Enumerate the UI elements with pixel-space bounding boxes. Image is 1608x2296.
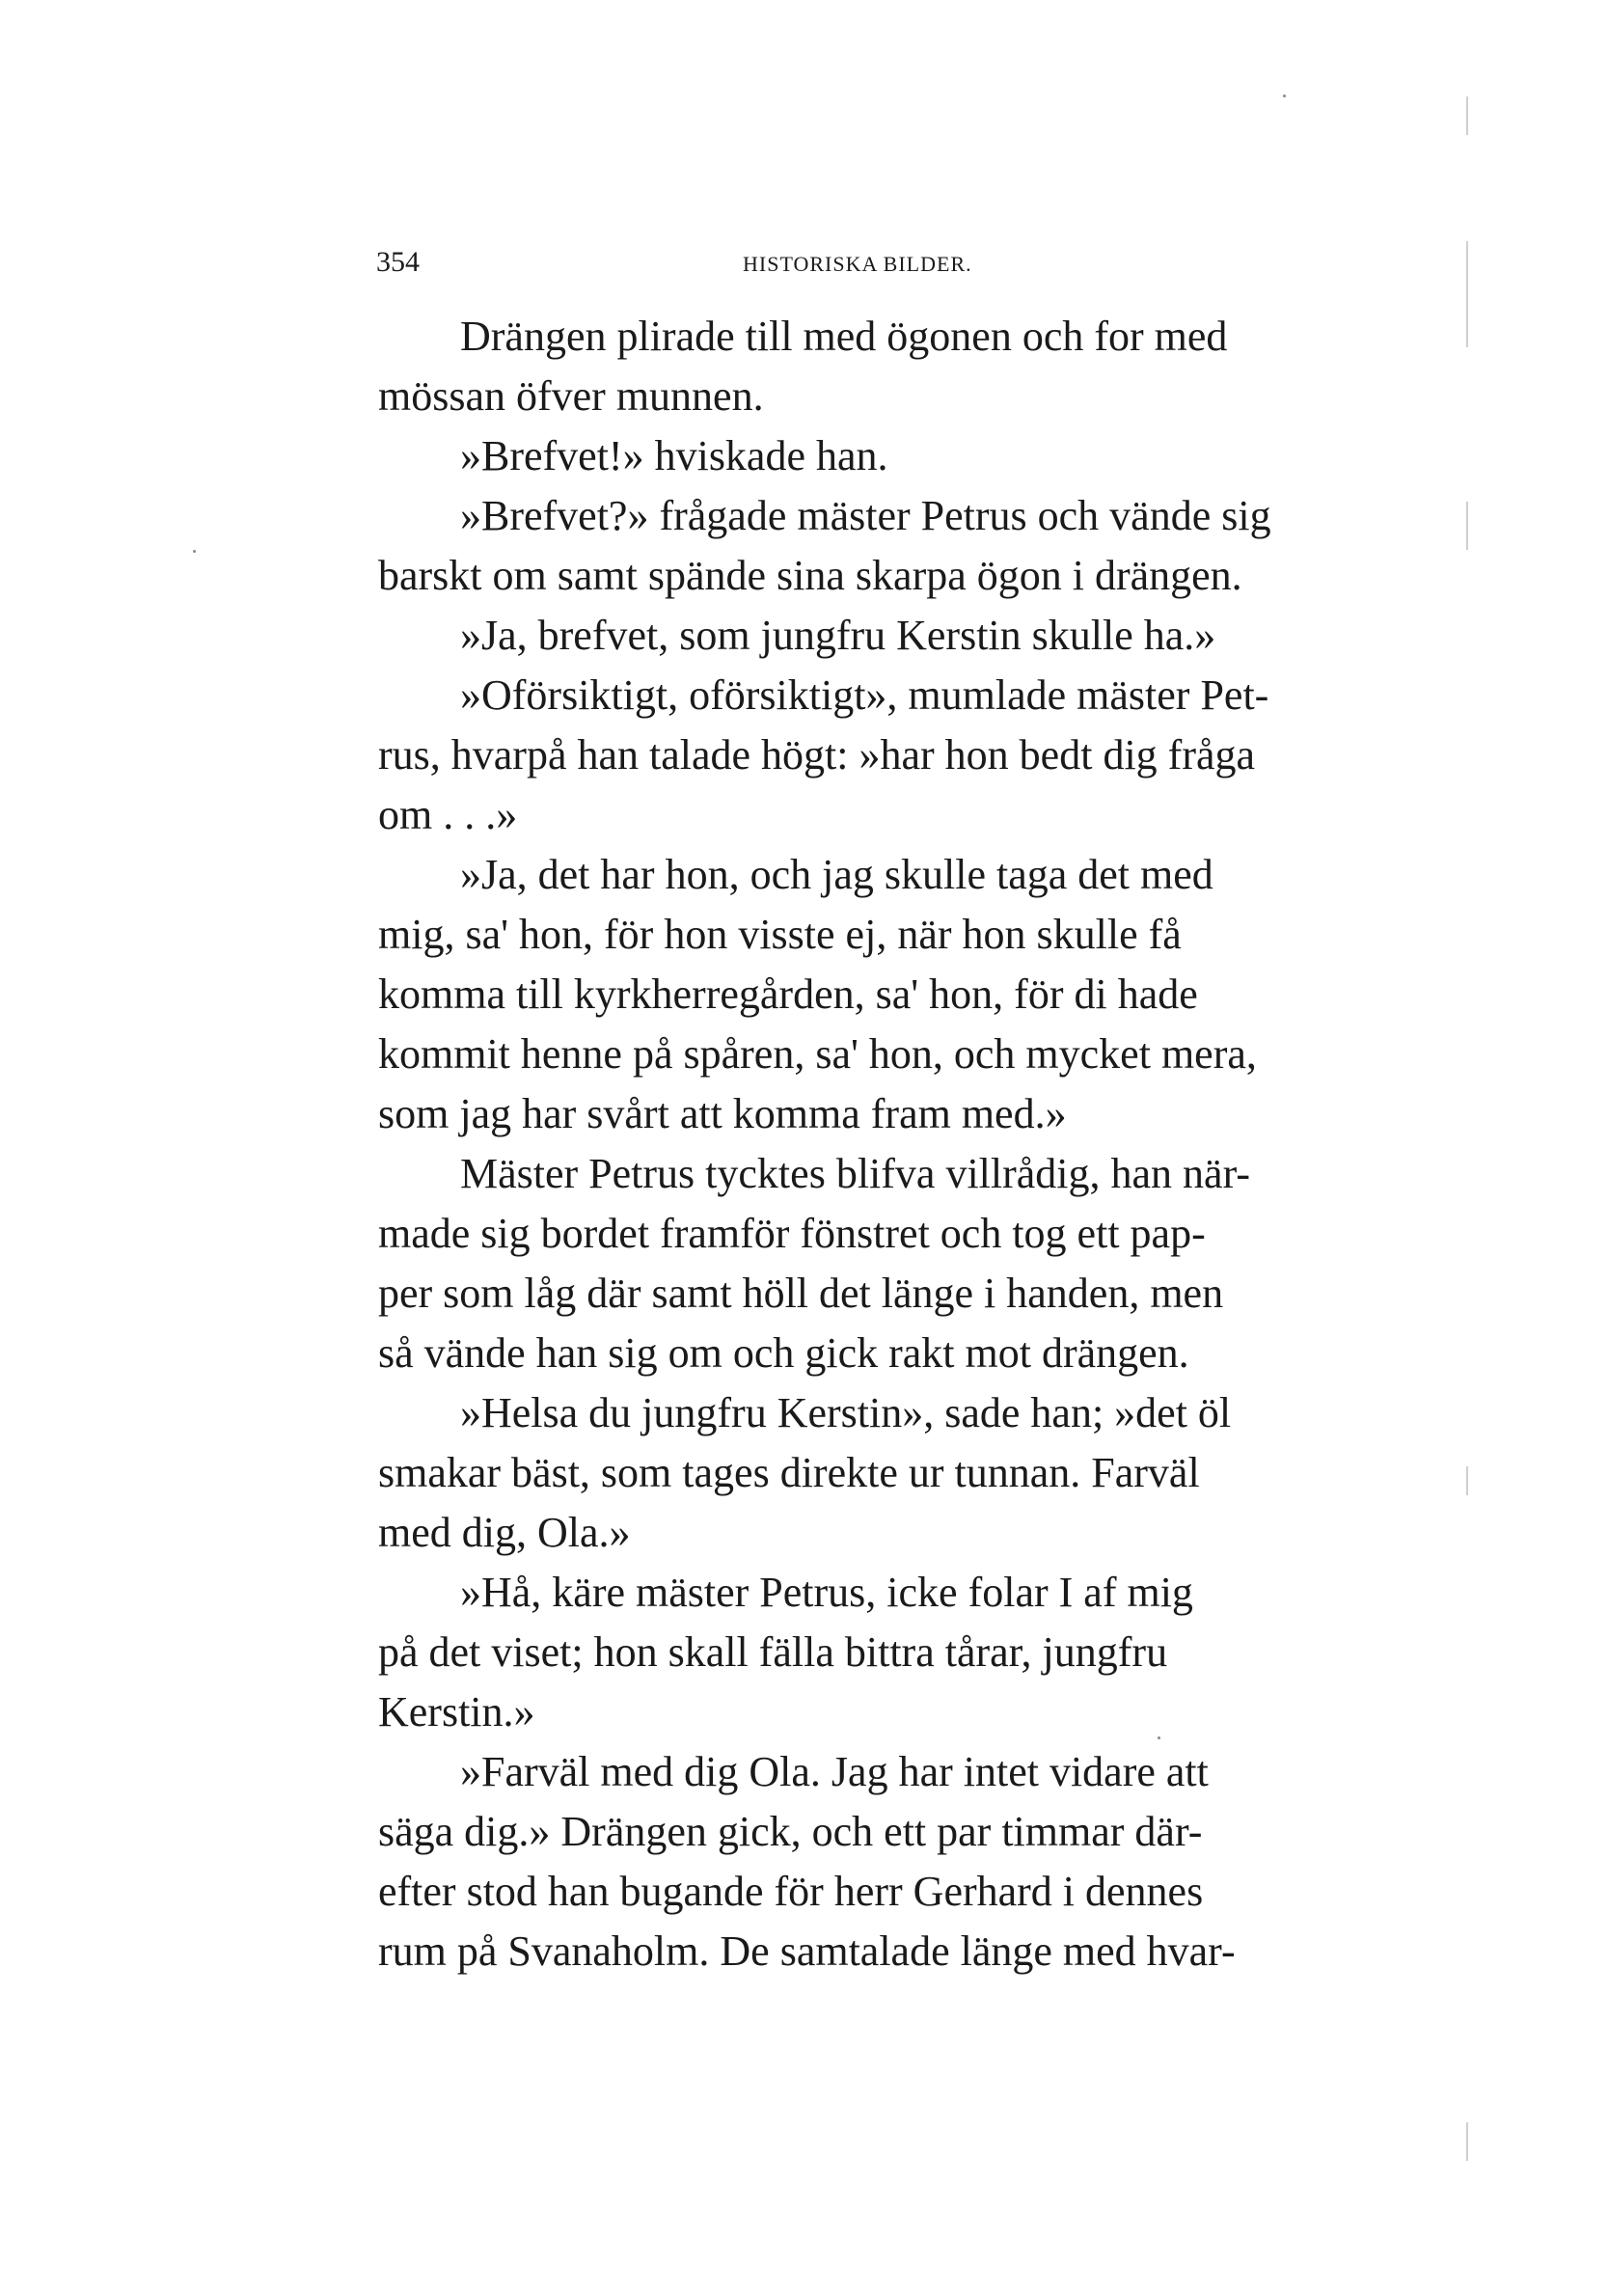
scan-edge-mark bbox=[1466, 2122, 1468, 2161]
scan-speck bbox=[1283, 95, 1286, 97]
scan-edge-mark bbox=[1466, 96, 1468, 135]
paragraph: »Helsa du jungfru Kerstin», sade han; »det öl smakar bäst, som tages direkte ur tunnan. Farväl med dig, Ola.» bbox=[378, 1389, 1232, 1556]
scan-speck bbox=[1158, 1736, 1160, 1739]
scan-edge-mark bbox=[1466, 502, 1468, 550]
paragraph: »Farväl med dig Ola. Jag har intet vidare att säga dig.» Drängen gick, och ett par timmar där- efter stod han bugande för herr Gerhard i dennes rum på Svanaholm. De samtalade länge med hvar- bbox=[378, 1748, 1236, 1975]
scan-edge-mark bbox=[1466, 1466, 1468, 1495]
page-number: 354 bbox=[376, 246, 420, 278]
paragraph: »Brefvet!» hviskade han. bbox=[460, 432, 888, 479]
scan-speck bbox=[193, 550, 196, 553]
paragraph: Mäster Petrus tycktes blifva villrådig, han när- made sig bordet framför fönstret och tog ett pap- per som låg där samt höll det länge i handen, men så vände han sig om och gick rakt mot drängen. bbox=[378, 1150, 1251, 1377]
body-text bbox=[378, 307, 1372, 1982]
paragraph: »Hå, käre mäster Petrus, icke folar I af mig på det viset; hon skall fälla bittra tårar, jungfru Kerstin.» bbox=[378, 1569, 1193, 1736]
running-head bbox=[376, 246, 1370, 285]
scan-edge-mark bbox=[1466, 241, 1468, 347]
paragraph: »Brefvet?» frågade mäster Petrus och vände sig barskt om samt spände sina skarpa ögon i drängen. bbox=[378, 492, 1271, 599]
running-title: HISTORISKA BILDER. bbox=[743, 252, 972, 276]
paragraph: Drängen plirade till med ögonen och for med mössan öfver munnen. bbox=[378, 313, 1228, 420]
paragraph: »Ja, brefvet, som jungfru Kerstin skulle ha.» bbox=[460, 612, 1216, 659]
paragraph: »Ja, det har hon, och jag skulle taga det med mig, sa' hon, för hon visste ej, när hon skulle få komma till kyrkherregården, sa' hon, för di hade kommit henne på spåren, sa' hon, och mycket mera, som jag har svårt att komma fram med.» bbox=[378, 851, 1257, 1137]
paragraph: »Oförsiktigt, oförsiktigt», mumlade mäster Pet- rus, hvarpå han talade högt: »har hon bedt dig fråga om . . .» bbox=[378, 671, 1269, 838]
